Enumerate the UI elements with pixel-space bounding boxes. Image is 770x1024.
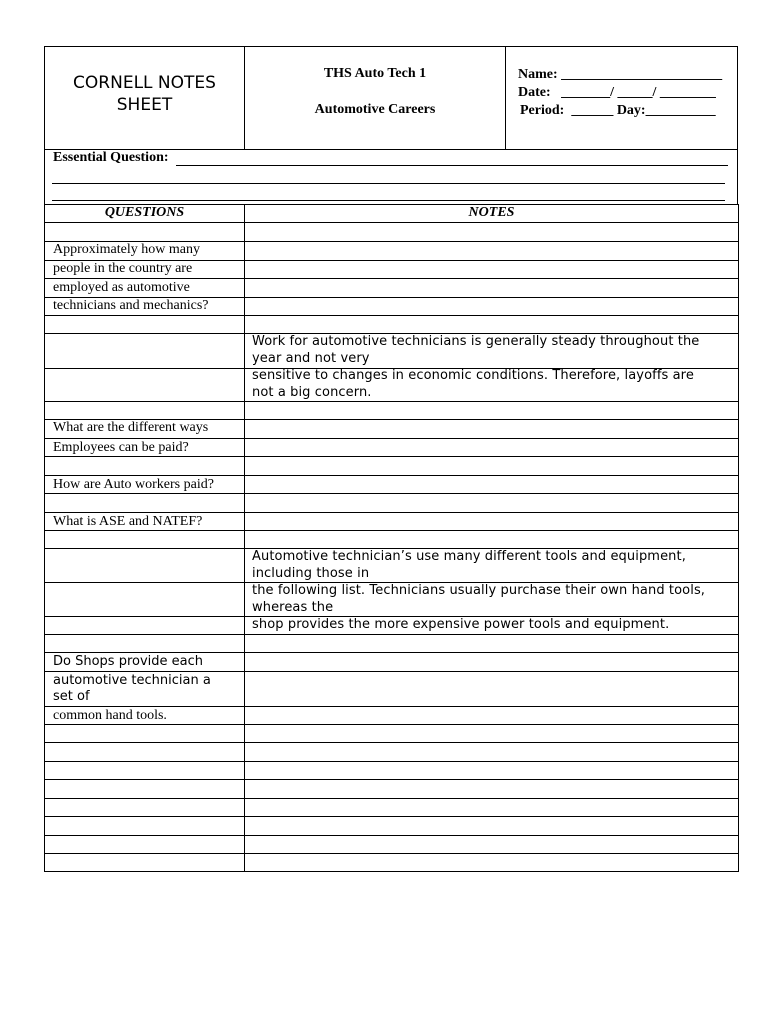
question-text: What are the different ways — [53, 420, 209, 435]
question-text: common hand tools. — [53, 708, 167, 723]
header-divider — [505, 46, 506, 150]
note-text: Automotive technician’s use many different tools and equipment, — [252, 549, 686, 564]
header-divider — [244, 46, 245, 150]
essential-question-label: Essential Question: — [53, 150, 169, 165]
note-text: sensitive to changes in economic conditions. Therefore, layoffs are — [252, 368, 694, 383]
page-title — [45, 72, 244, 116]
essential-question-answer-line[interactable] — [176, 165, 728, 166]
course-title: THS Auto Tech 1 — [323, 66, 427, 81]
question-text: Do Shops provide each — [53, 654, 204, 669]
note-text: year and not very — [252, 351, 370, 366]
title-line: CORNELL NOTES — [73, 73, 216, 93]
question-text: Approximately how many — [53, 242, 200, 257]
question-text: set of — [53, 689, 90, 704]
note-text: including those in — [252, 566, 370, 581]
note-text: Work for automotive technicians is generally steady throughout the — [252, 334, 700, 349]
essential-question-answer-line[interactable] — [52, 200, 725, 201]
period-day-field[interactable]: Period: ______ Day:__________ — [520, 103, 716, 118]
note-text: whereas the — [252, 600, 334, 615]
question-text: people in the country are — [53, 261, 193, 276]
subject-title: Automotive Careers — [314, 102, 436, 117]
question-text: How are Auto workers paid? — [53, 477, 214, 492]
question-text: employed as automotive — [53, 280, 190, 295]
question-text: automotive technician a — [53, 673, 211, 688]
name-field[interactable]: Name: _______________________ — [518, 67, 723, 82]
date-field[interactable]: Date: _______/ _____/ ________ — [518, 85, 716, 100]
question-text: technicians and mechanics? — [53, 298, 209, 313]
question-text: What is ASE and NATEF? — [53, 514, 203, 529]
note-text: not a big concern. — [252, 385, 372, 400]
note-text: shop provides the more expensive power tools and equipment. — [252, 617, 670, 632]
question-text: Employees can be paid? — [53, 440, 189, 455]
questions-column-header: QUESTIONS — [104, 205, 185, 220]
notes-column-header: NOTES — [468, 205, 515, 220]
essential-question-answer-line[interactable] — [52, 183, 725, 184]
title-line: SHEET — [116, 95, 173, 115]
note-text: the following list. Technicians usually purchase their own hand tools, — [252, 583, 706, 598]
